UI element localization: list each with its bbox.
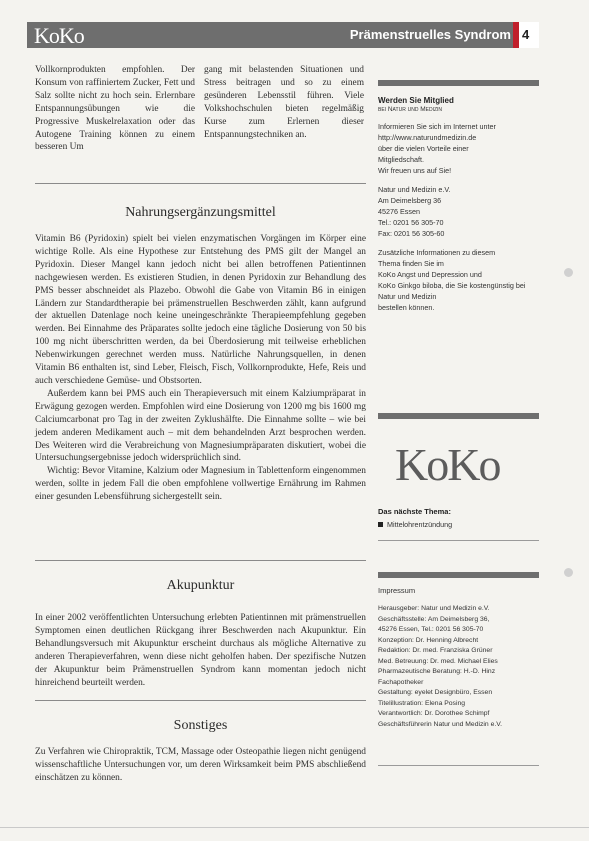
section-title-nahrung: Nahrungsergänzungsmittel — [125, 205, 276, 220]
impressum-line: Titelillustration: Elena Posing — [378, 699, 466, 707]
page-number-accent — [513, 22, 519, 48]
impressum-line: Gestaltung: eyelet Designbüro, Essen — [378, 689, 493, 696]
divider — [378, 540, 539, 541]
impressum-line: Med. Betreuung: Dr. med. Michael Elies — [378, 657, 498, 665]
impressum-box — [378, 585, 539, 730]
section-title-akupunktur: Akupunktur — [166, 578, 235, 593]
intro-column-2: gang mit belastenden Situationen und Stress beitragen und so zu einem gesünderen Lebensstil führen. Viele Volkshochschulen bieten regelmäßig Kurse zum Erlernen dieser Entspannungstechniken an. — [204, 65, 364, 140]
address-line: Tel.: 0201 56 305-70 — [378, 218, 444, 227]
bullet-icon — [378, 522, 383, 527]
member-text: über die vielen Vorteile einer — [378, 144, 469, 153]
koko-logo: KoKo — [395, 439, 500, 490]
section-body-nahrung — [35, 233, 366, 504]
impressum-line: Geschäftsführerin Natur und Medizin e.V. — [378, 720, 503, 728]
divider — [35, 700, 366, 701]
impressum-heading: Impressum — [378, 586, 416, 595]
impressum-bar — [378, 572, 539, 578]
impressum-line: Pharmazeutische Beratung: H.-D. Hinz — [378, 668, 496, 675]
address-line: Am Deimelsberg 36 — [378, 196, 442, 205]
paragraph: Wichtig: Bevor Vitamine, Kalzium oder Magnesium in Tablettenform eingenommen werden, sollte in jedem Fall die oben empfohlene vollwertige Ernährung im Rahmen einer gesunden Lebensführung sichergestellt sein. — [35, 466, 366, 503]
page-number: 4 — [522, 27, 530, 42]
member-url[interactable]: http://www.naturundmedizin.de — [378, 133, 477, 142]
more-info-line: KoKo Angst und Depression und — [378, 270, 482, 279]
impressum-line: Verantwortlich: Dr. Dorothee Schimpf — [378, 710, 490, 717]
member-text: Wir freuen uns auf Sie! — [378, 166, 452, 175]
section-title-sonstiges: Sonstiges — [173, 718, 228, 733]
binder-hole — [564, 268, 573, 277]
impressum-line: Redaktion: Dr. med. Franziska Grüner — [378, 647, 493, 654]
page-edge — [0, 827, 589, 828]
member-heading: Werden Sie Mitglied — [378, 96, 454, 105]
impressum-line: Konzeption: Dr. Henning Albrecht — [378, 636, 479, 644]
section-body-sonstiges — [35, 746, 366, 785]
next-topic-label: Das nächste Thema: — [378, 507, 451, 516]
impressum-line: Geschäftsstelle: Am Deimelsberg 36, — [378, 615, 490, 623]
next-topic-item — [378, 519, 539, 530]
divider — [35, 560, 366, 561]
divider — [378, 765, 539, 766]
member-subheading: bei Natur und Medizin — [378, 106, 443, 113]
impressum-line: Fachapotheker — [378, 678, 424, 686]
more-info-line: bestellen können. — [378, 303, 435, 312]
binder-hole — [564, 568, 573, 577]
address-line: 45276 Essen — [378, 207, 420, 216]
member-text: Informieren Sie sich im Internet unter — [378, 122, 496, 131]
intro-column-1: Vollkornprodukten empfohlen. Der Konsum von raffiniertem Zucker, Fett und Salz sollte nicht zu hoch sein. Erlernbare Entspannungsübungen wie die Progressive Muskelrelaxation oder das Autogene Training können zu einem besseren Um — [35, 65, 195, 153]
address-line: Fax: 0201 56 305-60 — [378, 229, 445, 238]
next-topic-text: Mittelohrentzündung — [387, 520, 453, 529]
more-info-line: Zusätzliche Informationen zu diesem — [378, 248, 496, 257]
member-box — [378, 96, 539, 313]
section-body-akupunktur — [35, 612, 366, 689]
member-text: Mitgliedschaft. — [378, 155, 424, 164]
impressum-line: Herausgeber: Natur und Medizin e.V. — [378, 605, 490, 612]
impressum-line: 45276 Essen, Tel.: 0201 56 305-70 — [378, 626, 484, 633]
header-logo: KoKo — [34, 23, 84, 48]
paragraph: Vitamin B6 (Pyridoxin) spielt bei vielen enzymatischen Vorgängen im Körper eine wichtige Rolle. Als eine Hypothese zur Entstehung des PMS gilt der Mangel an Pyridoxin. Dieser Mangel kann jedoch nicht bei allen betroffenen Patientinnen nachgewiesen werden. Es existieren Studien, in denen Pyridoxin zur Behandlung des PMS besser abschneidet als Plazebo. Obwohl die Gabe von Vitamin B6 in einigen Ländern zur Standardtherapie bei prämenstruellen Beschwerden zählt, kann aufgrund der aktuellen Datenlage noch keine uneingeschränkte Therapieempfehlung gegeben werden. Bei Einnahme des Präparates sollte jedoch eine tägliche Dosierung von 50 bis 100 mg nicht überschritten werden, da bei Überdosierung mit teilweise erheblichen Nebenwirkungen gerechnet werden muss. Natürliche Nahrungsquellen, in denen Vitamin B6 enthalten ist, sind Leber, Fleisch, Fisch, Vollkornprodukte, Hefe, Reis und auch verschiedene Gemüse- und Obstsorten. — [35, 234, 366, 386]
next-topic-box — [378, 507, 539, 530]
header-title: Prämenstruelles Syndrom — [349, 27, 511, 42]
more-info-line: KoKo Ginkgo biloba, die Sie kostengünstig bei Natur und Medizin — [378, 281, 526, 301]
sidebar-top-bar — [378, 80, 539, 86]
sidebar-logo-bar — [378, 413, 539, 419]
divider — [35, 183, 366, 184]
paragraph: Zu Verfahren wie Chiropraktik, TCM, Massage oder Osteopathie liegen nicht genügend wissenschaftliche Untersuchungen vor, um deren Wirksamkeit beim PMS abschließend einschätzen zu können. — [35, 747, 366, 783]
paragraph: In einer 2002 veröffentlichten Untersuchung erlebten Patientinnen mit prämenstruellen Symptomen einen deutlichen Rückgang ihrer Beschwerden nach Akupunktur. Ein Behandlungsversuch mit Akupunktur erscheint durchaus als mögliche Alternative zu anderen Therapieverfahren, wenn diese nicht geholfen haben. Der spezifische Nutzen der Akupunktur beim Prämenstruellen Syndrom kann momentan jedoch nicht hinreichend beurteilt werden. — [35, 613, 366, 688]
address-line: Natur und Medizin e.V. — [378, 185, 451, 194]
paragraph: Außerdem kann bei PMS auch ein Therapieversuch mit einem Kalziumpräparat in Erwägung gezogen werden. Empfohlen wird eine Dosierung von 1200 mg bis 1600 mg Calciumcarbonat pro Tag in der zweiten Zyklushälfte. Die Einnahme sollte – wie bei jedem anderen Medikament auch – mit dem behandelnden Arzt besprochen werden. Des Weiteren wird die Verabreichung von Magnesiumpräparaten diskutiert, wobei die Untersuchungsergebnisse jedoch widersprüchlich sind. — [35, 388, 366, 464]
more-info-line: Thema finden Sie im — [378, 259, 444, 268]
